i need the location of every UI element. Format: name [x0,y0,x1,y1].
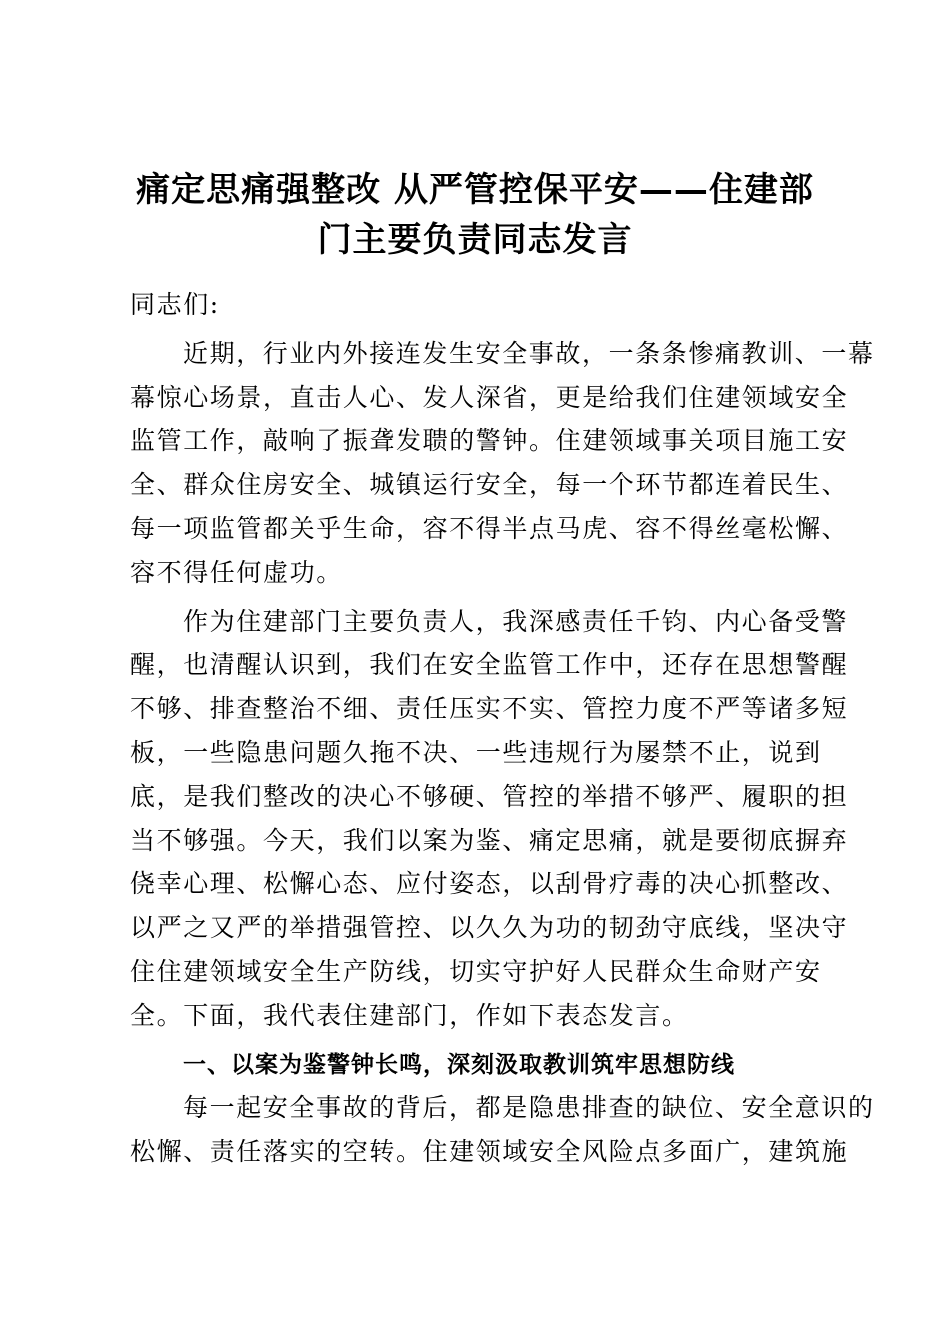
paragraph-line: 作为住建部门主要负责人，我深感责任千钧、内心备受警 [183,606,849,636]
paragraph-line: 每一项监管都关乎生命，容不得半点马虎、容不得丝毫松懈、 [130,513,849,543]
section-heading-1: 一、以案为鉴警钟长鸣，深刻汲取教训筑牢思想防线 [183,1050,735,1078]
paragraph-line: 住住建领域安全生产防线，切实守护好人民群众生命财产安 [130,956,822,986]
paragraph-line: 板，一些隐患问题久拖不决、一些违规行为屡禁不止，说到 [130,737,822,767]
paragraph-line: 不够、排查整治不细、责任压实不实、管控力度不严等诸多短 [130,694,849,724]
paragraph-2 [130,600,849,1038]
document-title-line-2: 门主要负责同志发言 [317,220,633,260]
paragraph-line: 侥幸心理、松懈心态、应付姿态，以刮骨疗毒的决心抓整改、 [130,869,849,899]
paragraph-line: 底，是我们整改的决心不够硬、管控的举措不够严、履职的担 [130,781,849,811]
paragraph-line: 醒，也清醒认识到，我们在安全监管工作中，还存在思想警醒 [130,650,849,680]
paragraph-line: 幕惊心场景，直击人心、发人深省，更是给我们住建领域安全 [130,382,849,412]
document-title-line-1: 痛定思痛强整改 从严管控保平安——住建部 [136,170,814,210]
paragraph-line: 松懈、责任落实的空转。住建领域安全风险点多面广，建筑施 [130,1137,849,1167]
paragraph-line: 近期，行业内外接连发生安全事故，一条条惨痛教训、一幕 [183,338,875,368]
paragraph-1 [130,332,875,595]
paragraph-line: 全。下面，我代表住建部门，作如下表态发言。 [130,1000,689,1030]
paragraph-3 [130,1086,875,1174]
salutation: 同志们: [130,290,220,319]
paragraph-line: 容不得任何虚功。 [130,557,343,587]
paragraph-line: 监管工作，敲响了振聋发聩的警钟。住建领域事关项目施工安 [130,426,849,456]
paragraph-line: 全、群众住房安全、城镇运行安全，每一个环节都连着民生、 [130,470,849,500]
paragraph-line: 以严之又严的举措强管控、以久久为功的韧劲守底线，坚决守 [130,913,849,943]
document-body [130,283,875,1174]
paragraph-line: 当不够强。今天，我们以案为鉴、痛定思痛，就是要彻底摒弃 [130,825,849,855]
paragraph-line: 每一起安全事故的背后，都是隐患排查的缺位、安全意识的 [183,1093,875,1123]
